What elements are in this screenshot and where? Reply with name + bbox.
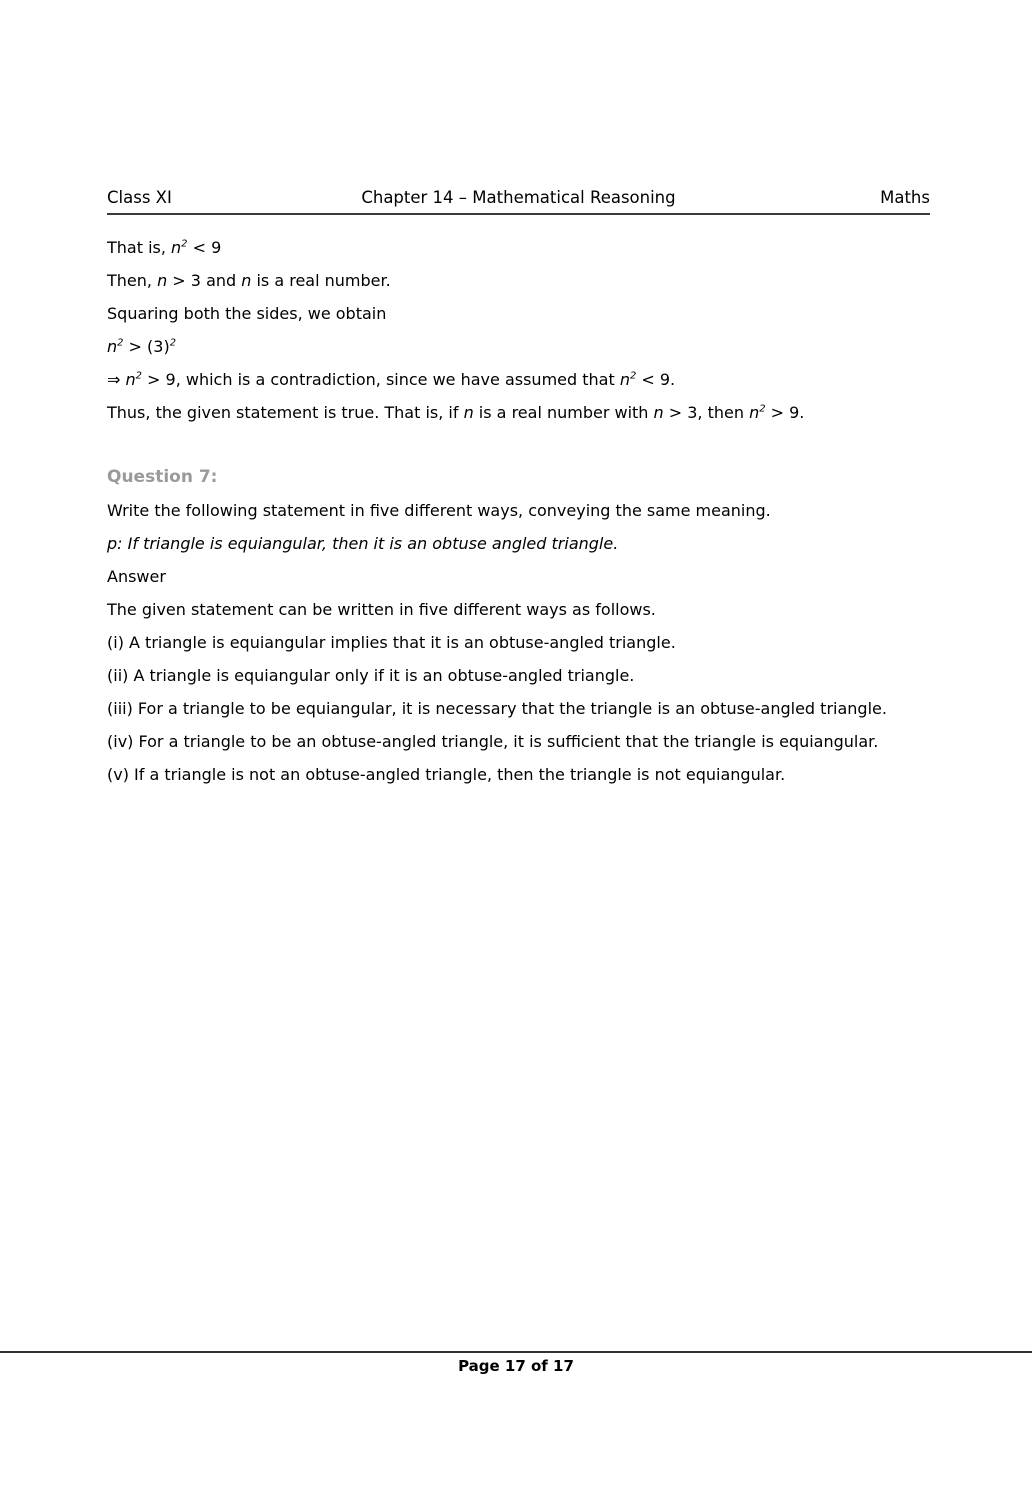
text-line: That is, $n^2 < 9$: [107, 238, 222, 257]
header-chapter-title: Chapter 14 – Mathematical Reasoning: [361, 188, 676, 207]
text-line: Answer: [107, 567, 166, 586]
text-line: (iii) For a triangle to be equiangular, it is necessary that the triangle is an obtuse-angled triangle.: [107, 699, 887, 718]
text-line: p: If triangle is equiangular, then it is an obtuse angled triangle.: [107, 534, 619, 553]
header-subject-label: Maths: [880, 188, 930, 207]
text-line: (i) A triangle is equiangular implies that it is an obtuse-angled triangle.: [107, 633, 676, 652]
text-line: ⇒ $n^2 > 9$, which is a contradiction, since we have assumed that $n^2 < 9$.: [107, 370, 676, 389]
page-number-label: Page 17 of 17: [458, 1357, 574, 1375]
question-heading: Question 7:: [107, 467, 218, 487]
paragraph-gap: [107, 429, 933, 461]
text-line: $n^2 > (3)^2$: [107, 337, 177, 356]
text-line: Squaring both the sides, we obtain: [107, 304, 387, 323]
header-class-label: Class XI: [107, 188, 172, 207]
text-line: The given statement can be written in five different ways as follows.: [107, 600, 656, 619]
text-line: Thus, the given statement is true. That is, if n is a real number with n > 3, then $n^2 > 9$.: [107, 403, 805, 422]
text-line: Then, n > 3 and n is a real number.: [107, 271, 391, 290]
page-footer: [0, 1351, 1032, 1375]
content: [107, 231, 933, 791]
page-header: [107, 187, 930, 215]
text-line: Write the following statement in five different ways, conveying the same meaning.: [107, 501, 771, 520]
text-line: (iv) For a triangle to be an obtuse-angled triangle, it is sufficient that the triangle is equiangular.: [107, 732, 879, 751]
text-line: (ii) A triangle is equiangular only if it is an obtuse-angled triangle.: [107, 666, 635, 685]
text-line: (v) If a triangle is not an obtuse-angled triangle, then the triangle is not equiangular.: [107, 765, 786, 784]
